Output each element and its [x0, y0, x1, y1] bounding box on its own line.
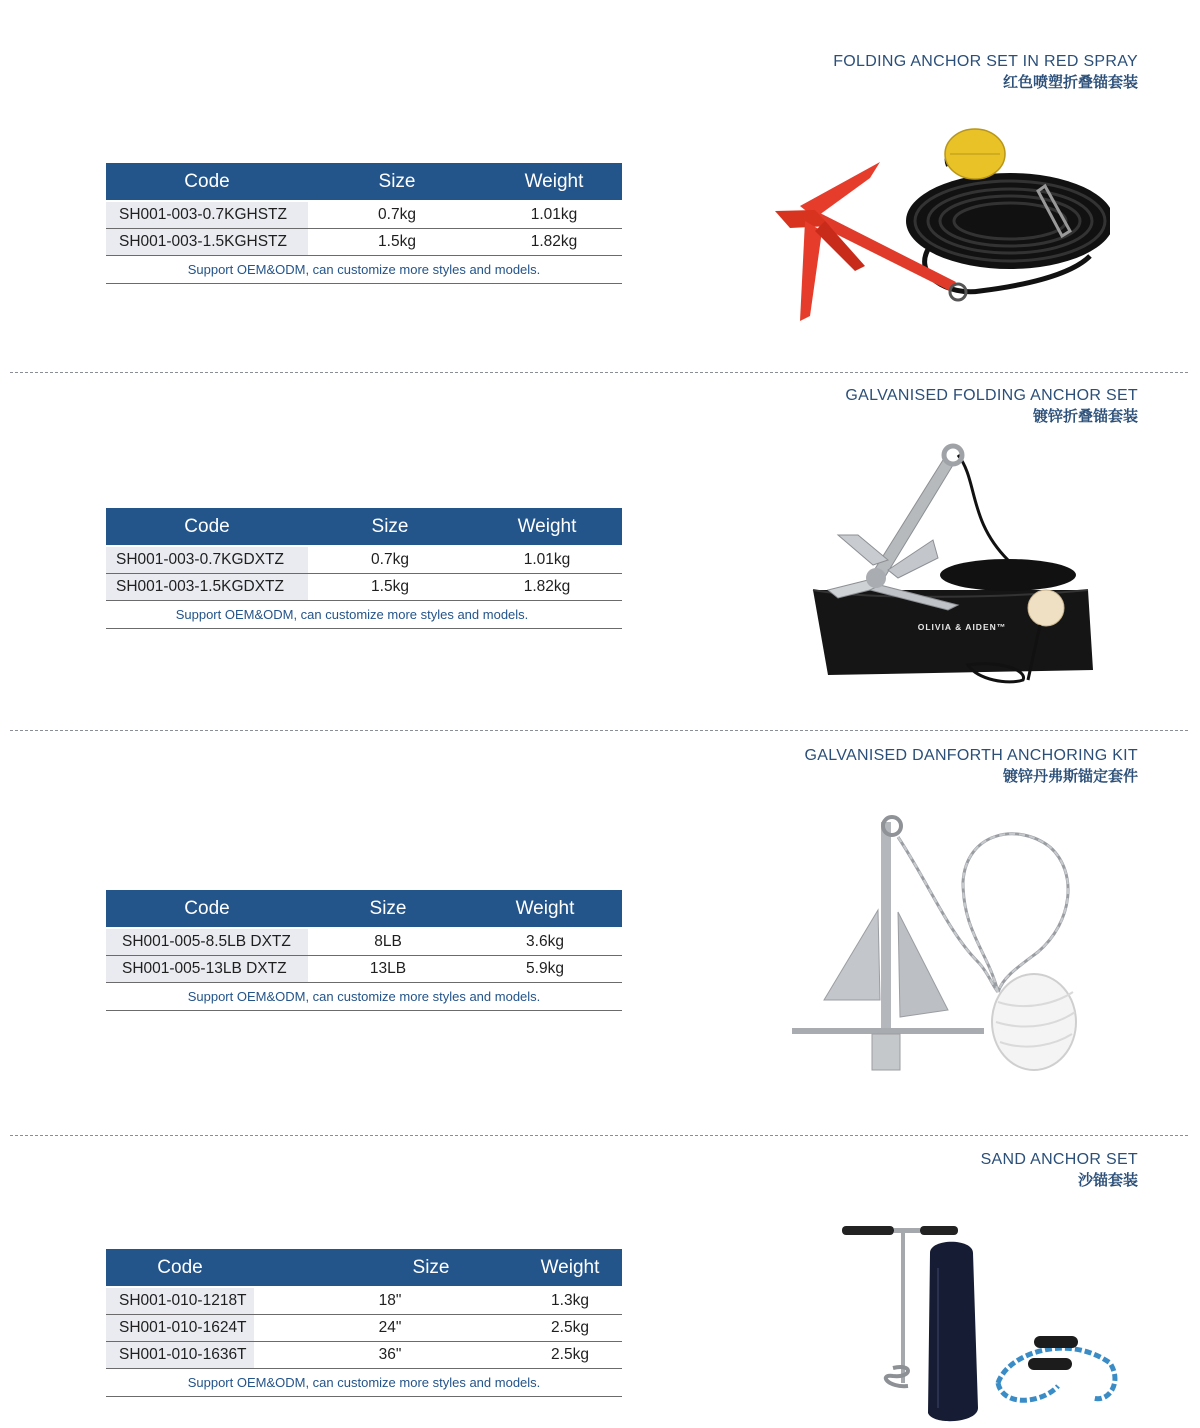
oem-note: Support OEM&ODM, can customize more styles and models.: [106, 1369, 622, 1397]
sand-anchor-image: [838, 1218, 1128, 1428]
cell-weight: 1.01kg: [486, 201, 622, 229]
table-row: [106, 201, 622, 229]
header-code: Code: [106, 508, 308, 546]
header-size: Size: [308, 163, 486, 201]
header-code: Code: [106, 163, 308, 201]
product-title-block: [833, 52, 1138, 92]
table-note-row: [106, 983, 622, 1011]
spec-table: [106, 890, 622, 1011]
cell-size: 0.7kg: [308, 546, 472, 574]
cell-code: SH001-003-1.5KGHSTZ: [106, 229, 308, 256]
table-header-row: [106, 1249, 622, 1287]
product-title-block: [845, 386, 1138, 426]
cell-weight: 1.82kg: [472, 574, 622, 601]
cell-weight: 1.3kg: [518, 1287, 622, 1315]
cell-code: SH001-010-1218T: [106, 1287, 254, 1315]
product-title-en: FOLDING ANCHOR SET IN RED SPRAY: [833, 53, 1138, 70]
cell-weight: 1.82kg: [486, 229, 622, 256]
table-row: [106, 956, 622, 983]
cell-size: 1.5kg: [308, 229, 486, 256]
red-folding-anchor-image: [770, 126, 1110, 326]
header-weight: Weight: [472, 508, 622, 546]
oem-note: Support OEM&ODM, can customize more styles and models.: [106, 983, 622, 1011]
header-size: Size: [308, 890, 468, 928]
header-weight: Weight: [486, 163, 622, 201]
cell-size: 0.7kg: [308, 201, 486, 229]
danforth-anchor-image: [788, 812, 1088, 1077]
table-row: [106, 1315, 622, 1342]
table-note-row: [106, 256, 622, 284]
cell-weight: 3.6kg: [468, 928, 622, 956]
section-divider: [10, 1135, 1188, 1136]
cell-size: 13LB: [308, 956, 468, 983]
cell-code: SH001-005-13LB DXTZ: [106, 956, 308, 983]
cell-size: 18": [254, 1287, 518, 1315]
table-note-row: [106, 1369, 622, 1397]
cell-code: SH001-010-1636T: [106, 1342, 254, 1369]
header-size: Size: [254, 1249, 518, 1287]
spec-table: [106, 1249, 622, 1397]
table-row: [106, 229, 622, 256]
product-title-block: [981, 1150, 1138, 1190]
oem-note: Support OEM&ODM, can customize more styles and models.: [106, 256, 622, 284]
bag-brand-text: OLIVIA & AIDEN™: [917, 622, 1007, 632]
product-title-cn: 镀锌丹弗斯锚定套件: [1002, 767, 1138, 785]
table-row: [106, 1287, 622, 1315]
table-header-row: [106, 508, 622, 546]
cell-code: SH001-003-0.7KGHSTZ: [106, 201, 308, 229]
cell-size: 36": [254, 1342, 518, 1369]
oem-note: Support OEM&ODM, can customize more styles and models.: [106, 601, 622, 629]
cell-weight: 5.9kg: [468, 956, 622, 983]
spec-table: [106, 508, 622, 629]
cell-code: SH001-003-1.5KGDXTZ: [106, 574, 308, 601]
cell-weight: 2.5kg: [518, 1342, 622, 1369]
cell-size: 1.5kg: [308, 574, 472, 601]
section-divider: [10, 372, 1188, 373]
table-row: [106, 928, 622, 956]
table-row: [106, 546, 622, 574]
cell-size: 8LB: [308, 928, 468, 956]
product-title-cn: 镀锌折叠锚套装: [1032, 407, 1138, 425]
header-weight: Weight: [518, 1249, 622, 1287]
spec-table: [106, 163, 622, 284]
galvanised-folding-anchor-image: [808, 440, 1098, 690]
product-title-block: [804, 746, 1138, 786]
cell-code: SH001-003-0.7KGDXTZ: [106, 546, 308, 574]
cell-size: 24": [254, 1315, 518, 1342]
product-title-cn: 沙锚套装: [1077, 1171, 1138, 1189]
table-row: [106, 1342, 622, 1369]
product-title-en: SAND ANCHOR SET: [980, 1151, 1138, 1168]
table-header-row: [106, 163, 622, 201]
header-weight: Weight: [468, 890, 622, 928]
header-code: Code: [106, 890, 308, 928]
product-title-en: GALVANISED DANFORTH ANCHORING KIT: [804, 747, 1138, 764]
table-note-row: [106, 601, 622, 629]
cell-weight: 2.5kg: [518, 1315, 622, 1342]
cell-weight: 1.01kg: [472, 546, 622, 574]
section-divider: [10, 730, 1188, 731]
product-title-en: GALVANISED FOLDING ANCHOR SET: [845, 387, 1138, 404]
cell-code: SH001-005-8.5LB DXTZ: [106, 928, 308, 956]
product-title-cn: 红色喷塑折叠锚套装: [1002, 73, 1138, 91]
header-size: Size: [308, 508, 472, 546]
cell-code: SH001-010-1624T: [106, 1315, 254, 1342]
header-code: Code: [106, 1249, 254, 1287]
table-header-row: [106, 890, 622, 928]
table-row: [106, 574, 622, 601]
